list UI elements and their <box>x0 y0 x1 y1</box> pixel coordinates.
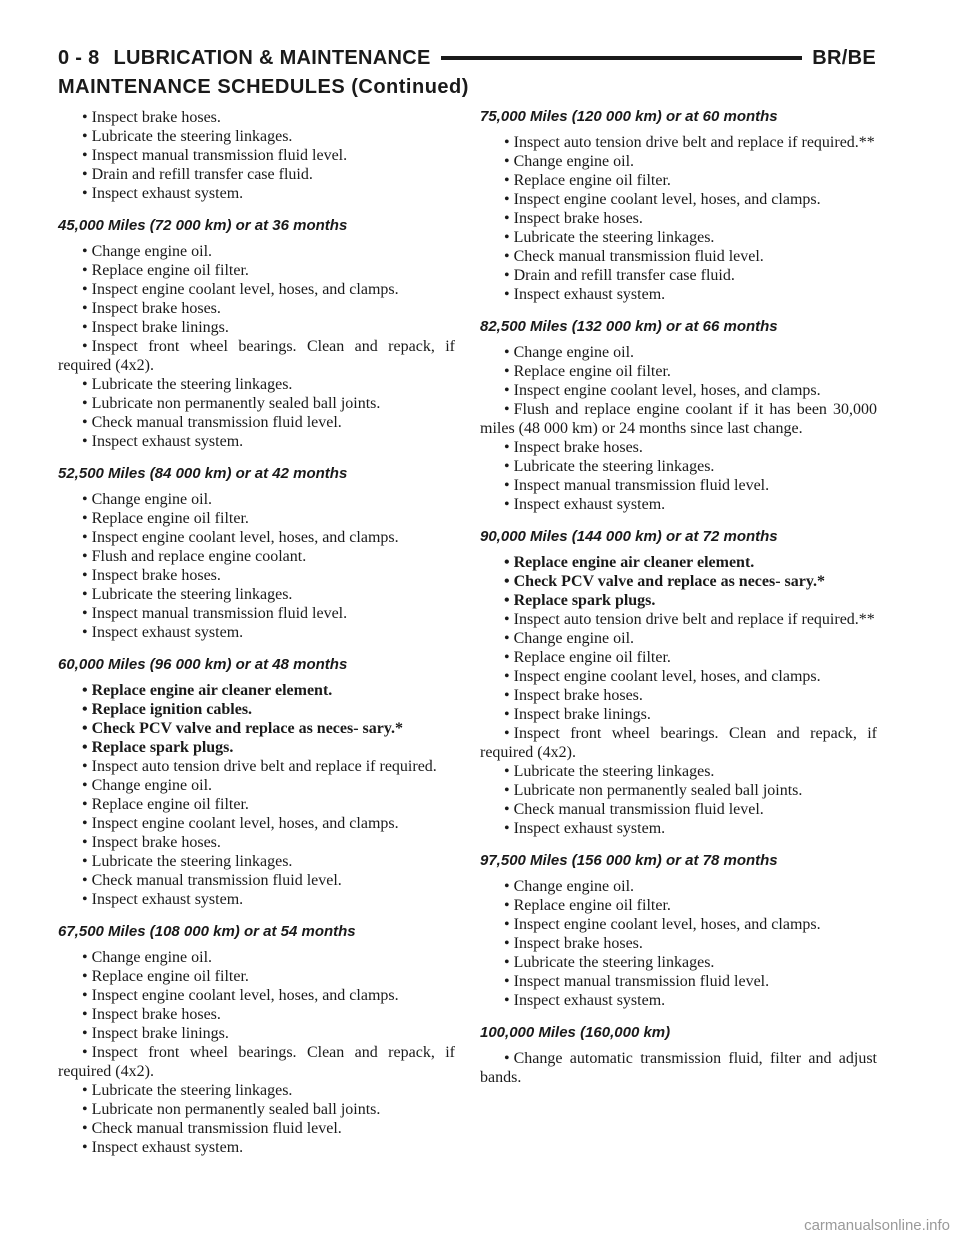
maintenance-item <box>480 572 877 591</box>
item-text: Lubricate the steering linkages. <box>513 229 715 246</box>
item-text: Replace engine air cleaner element. <box>91 682 333 699</box>
schedule-heading: 67,500 Miles (108 000 km) or at 54 months <box>58 923 356 940</box>
item-text: Inspect front wheel bearings. Clean and repack, if required (4x2). <box>58 1044 455 1080</box>
maintenance-item <box>58 261 455 280</box>
schedule-heading: 75,000 Miles (120 000 km) or at 60 months <box>480 108 778 125</box>
item-text: Inspect exhaust system. <box>91 891 244 908</box>
maintenance-item <box>480 190 877 209</box>
bullet-icon: • <box>504 191 510 208</box>
bullet-icon: • <box>504 763 510 780</box>
item-text: Lubricate non permanently sealed ball joints. <box>513 782 803 799</box>
bullet-icon: • <box>82 262 88 279</box>
maintenance-item <box>58 413 455 432</box>
item-text: Replace ignition cables. <box>91 701 253 718</box>
maintenance-item <box>480 476 877 495</box>
maintenance-item <box>58 490 455 509</box>
maintenance-item <box>480 266 877 285</box>
item-text: Inspect exhaust system. <box>513 286 666 303</box>
bullet-icon: • <box>82 1006 88 1023</box>
bullet-icon: • <box>82 891 88 908</box>
bullet-icon: • <box>82 395 88 412</box>
item-text: Replace spark plugs. <box>513 592 656 609</box>
maintenance-item <box>58 681 455 700</box>
bullet-icon: • <box>82 1044 88 1061</box>
maintenance-item <box>58 623 455 642</box>
bullet-icon: • <box>82 968 88 985</box>
bullet-icon: • <box>504 916 510 933</box>
maintenance-item <box>58 165 455 184</box>
maintenance-item <box>58 700 455 719</box>
item-text: Flush and replace engine coolant. <box>91 548 307 565</box>
bullet-icon: • <box>504 344 510 361</box>
item-text: Inspect brake hoses. <box>91 834 221 851</box>
bullet-icon: • <box>82 949 88 966</box>
maintenance-item <box>480 133 877 152</box>
maintenance-item <box>480 553 877 572</box>
bullet-icon: • <box>82 529 88 546</box>
maintenance-item <box>58 280 455 299</box>
item-text: Check manual transmission fluid level. <box>91 414 342 431</box>
bullet-icon: • <box>504 820 510 837</box>
item-text: Drain and refill transfer case fluid. <box>91 166 313 183</box>
item-text: Inspect brake hoses. <box>513 439 643 456</box>
bullet-icon: • <box>82 796 88 813</box>
maintenance-item <box>58 146 455 165</box>
maintenance-item <box>58 375 455 394</box>
bullet-icon: • <box>504 897 510 914</box>
item-text: Check PCV valve and replace as neces- sary.* <box>91 720 403 737</box>
item-text: Inspect engine coolant level, hoses, and clamps. <box>91 529 399 546</box>
bullet-icon: • <box>504 725 510 742</box>
maintenance-item <box>480 247 877 266</box>
bullet-icon: • <box>82 701 88 718</box>
maintenance-item <box>58 509 455 528</box>
bullet-icon: • <box>82 319 88 336</box>
item-text: Replace spark plugs. <box>91 739 234 756</box>
item-text: Replace engine oil filter. <box>513 897 671 914</box>
bullet-icon: • <box>82 624 88 641</box>
maintenance-item <box>58 1081 455 1100</box>
item-text: Inspect brake hoses. <box>513 687 643 704</box>
bullet-icon: • <box>504 153 510 170</box>
item-text: Inspect brake hoses. <box>91 1006 221 1023</box>
schedule-heading: 97,500 Miles (156 000 km) or at 78 months <box>480 852 778 869</box>
maintenance-item <box>480 438 877 457</box>
maintenance-item <box>480 457 877 476</box>
maintenance-item <box>480 495 877 514</box>
maintenance-item <box>58 776 455 795</box>
maintenance-item <box>58 337 455 375</box>
page-header <box>58 46 876 70</box>
maintenance-item <box>58 986 455 1005</box>
maintenance-item <box>480 610 877 629</box>
item-text: Change engine oil. <box>91 777 213 794</box>
bullet-icon: • <box>504 439 510 456</box>
bullet-icon: • <box>504 706 510 723</box>
item-text: Replace engine oil filter. <box>91 796 249 813</box>
item-text: Change engine oil. <box>91 491 213 508</box>
bullet-icon: • <box>82 853 88 870</box>
item-text: Inspect manual transmission fluid level. <box>513 973 770 990</box>
schedule-heading: 82,500 Miles (132 000 km) or at 66 months <box>480 318 778 335</box>
item-text: Inspect engine coolant level, hoses, and clamps. <box>513 916 821 933</box>
bullet-icon: • <box>504 554 510 571</box>
maintenance-item <box>58 1119 455 1138</box>
item-text: Inspect engine coolant level, hoses, and clamps. <box>91 281 399 298</box>
item-text: Inspect engine coolant level, hoses, and clamps. <box>513 191 821 208</box>
maintenance-item <box>480 915 877 934</box>
bullet-icon: • <box>82 243 88 260</box>
item-text: Inspect engine coolant level, hoses, and clamps. <box>91 987 399 1004</box>
item-text: Replace engine oil filter. <box>513 649 671 666</box>
item-text: Inspect exhaust system. <box>513 496 666 513</box>
item-text: Inspect brake linings. <box>513 706 651 723</box>
item-text: Inspect brake linings. <box>91 1025 229 1042</box>
bullet-icon: • <box>82 166 88 183</box>
maintenance-item <box>480 1049 877 1087</box>
maintenance-item <box>58 890 455 909</box>
maintenance-item <box>480 991 877 1010</box>
item-text: Inspect brake linings. <box>91 319 229 336</box>
maintenance-item <box>480 285 877 304</box>
maintenance-item <box>58 604 455 623</box>
maintenance-item <box>480 591 877 610</box>
maintenance-item <box>480 724 877 762</box>
item-text: Lubricate non permanently sealed ball joints. <box>91 395 381 412</box>
bullet-icon: • <box>82 510 88 527</box>
schedule-heading: 90,000 Miles (144 000 km) or at 72 months <box>480 528 778 545</box>
item-text: Change engine oil. <box>91 243 213 260</box>
bullet-icon: • <box>504 477 510 494</box>
maintenance-item <box>58 108 455 127</box>
item-text: Check manual transmission fluid level. <box>513 248 764 265</box>
schedule-heading: 60,000 Miles (96 000 km) or at 48 months <box>58 656 348 673</box>
bullet-icon: • <box>504 649 510 666</box>
bullet-icon: • <box>504 286 510 303</box>
item-text: Inspect manual transmission fluid level. <box>91 605 348 622</box>
item-text: Inspect exhaust system. <box>91 433 244 450</box>
maintenance-item <box>58 795 455 814</box>
bullet-icon: • <box>504 973 510 990</box>
item-text: Inspect engine coolant level, hoses, and clamps. <box>513 382 821 399</box>
item-text: Inspect brake hoses. <box>91 300 221 317</box>
item-text: Inspect exhaust system. <box>513 820 666 837</box>
item-text: Lubricate non permanently sealed ball joints. <box>91 1101 381 1118</box>
bullet-icon: • <box>504 592 510 609</box>
bullet-icon: • <box>504 496 510 513</box>
maintenance-item <box>58 948 455 967</box>
bullet-icon: • <box>82 1082 88 1099</box>
item-text: Inspect brake hoses. <box>91 567 221 584</box>
maintenance-item <box>58 242 455 261</box>
maintenance-item <box>58 833 455 852</box>
bullet-icon: • <box>82 739 88 756</box>
item-text: Change automatic transmission fluid, filter and adjust bands. <box>480 1050 877 1086</box>
bullet-icon: • <box>504 134 510 151</box>
bullet-icon: • <box>82 376 88 393</box>
item-text: Replace engine oil filter. <box>513 363 671 380</box>
item-text: Check manual transmission fluid level. <box>91 1120 342 1137</box>
maintenance-item <box>58 1100 455 1119</box>
item-text: Replace engine oil filter. <box>91 968 249 985</box>
maintenance-item <box>58 1043 455 1081</box>
bullet-icon: • <box>504 668 510 685</box>
bullet-icon: • <box>82 720 88 737</box>
maintenance-item <box>480 705 877 724</box>
bullet-icon: • <box>504 248 510 265</box>
maintenance-item <box>58 547 455 566</box>
bullet-icon: • <box>504 611 510 628</box>
maintenance-item <box>480 781 877 800</box>
item-text: Lubricate the steering linkages. <box>513 458 715 475</box>
bullet-icon: • <box>82 682 88 699</box>
bullet-icon: • <box>82 414 88 431</box>
item-text: Inspect exhaust system. <box>91 624 244 641</box>
maintenance-item <box>58 719 455 738</box>
item-text: Inspect front wheel bearings. Clean and repack, if required (4x2). <box>58 338 455 374</box>
maintenance-item <box>58 318 455 337</box>
bullet-icon: • <box>82 147 88 164</box>
maintenance-item <box>58 1005 455 1024</box>
maintenance-item <box>480 953 877 972</box>
bullet-icon: • <box>504 630 510 647</box>
item-text: Check manual transmission fluid level. <box>513 801 764 818</box>
bullet-icon: • <box>504 401 510 418</box>
item-text: Change engine oil. <box>513 153 635 170</box>
maintenance-item <box>58 528 455 547</box>
bullet-icon: • <box>504 172 510 189</box>
bullet-icon: • <box>82 338 88 355</box>
maintenance-item <box>480 400 877 438</box>
maintenance-item <box>58 871 455 890</box>
maintenance-item <box>58 738 455 757</box>
item-text: Lubricate the steering linkages. <box>513 954 715 971</box>
item-text: Flush and replace engine coolant if it has been 30,000 miles (48 000 km) or 24 months since last change. <box>480 401 877 437</box>
bullet-icon: • <box>504 954 510 971</box>
bullet-icon: • <box>82 567 88 584</box>
maintenance-item <box>58 852 455 871</box>
item-text: Change engine oil. <box>513 878 635 895</box>
item-text: Change engine oil. <box>91 949 213 966</box>
watermark: carmanualsonline.info <box>804 1217 950 1234</box>
bullet-icon: • <box>82 987 88 1004</box>
maintenance-item <box>480 686 877 705</box>
maintenance-item <box>480 629 877 648</box>
item-text: Lubricate the steering linkages. <box>91 586 293 603</box>
bullet-icon: • <box>82 834 88 851</box>
item-text: Lubricate the steering linkages. <box>91 853 293 870</box>
maintenance-item <box>58 432 455 451</box>
maintenance-item <box>480 209 877 228</box>
maintenance-item <box>58 1024 455 1043</box>
maintenance-item <box>480 972 877 991</box>
maintenance-item <box>58 299 455 318</box>
maintenance-item <box>480 800 877 819</box>
schedule-heading: 45,000 Miles (72 000 km) or at 36 months <box>58 217 348 234</box>
bullet-icon: • <box>82 185 88 202</box>
bullet-icon: • <box>82 281 88 298</box>
bullet-icon: • <box>504 573 510 590</box>
bullet-icon: • <box>504 801 510 818</box>
item-text: Inspect auto tension drive belt and replace if required. <box>91 758 437 775</box>
item-text: Inspect manual transmission fluid level. <box>91 147 348 164</box>
page-number: 0 - 8 <box>58 46 100 69</box>
item-text: Inspect exhaust system. <box>91 185 244 202</box>
bullet-icon: • <box>504 458 510 475</box>
item-text: Inspect auto tension drive belt and replace if required.** <box>513 611 875 628</box>
item-text: Inspect auto tension drive belt and replace if required.** <box>513 134 875 151</box>
item-text: Replace engine air cleaner element. <box>513 554 755 571</box>
maintenance-item <box>58 585 455 604</box>
bullet-icon: • <box>82 109 88 126</box>
right-column <box>480 108 877 1087</box>
bullet-icon: • <box>82 1101 88 1118</box>
bullet-icon: • <box>82 1139 88 1156</box>
maintenance-item <box>58 814 455 833</box>
bullet-icon: • <box>82 586 88 603</box>
item-text: Drain and refill transfer case fluid. <box>513 267 735 284</box>
maintenance-item <box>480 362 877 381</box>
maintenance-item <box>480 896 877 915</box>
maintenance-item <box>480 152 877 171</box>
maintenance-item <box>480 228 877 247</box>
model-code: BR/BE <box>812 46 876 69</box>
item-text: Inspect engine coolant level, hoses, and clamps. <box>91 815 399 832</box>
schedule-heading: 52,500 Miles (84 000 km) or at 42 months <box>58 465 348 482</box>
maintenance-item <box>480 648 877 667</box>
bullet-icon: • <box>504 1050 510 1067</box>
item-text: Replace engine oil filter. <box>91 262 249 279</box>
section-title: LUBRICATION & MAINTENANCE <box>113 46 431 69</box>
maintenance-item <box>480 667 877 686</box>
bullet-icon: • <box>82 1025 88 1042</box>
maintenance-item <box>58 184 455 203</box>
maintenance-item <box>480 877 877 896</box>
item-text: Inspect brake hoses. <box>91 109 221 126</box>
bullet-icon: • <box>504 878 510 895</box>
maintenance-item <box>480 934 877 953</box>
bullet-icon: • <box>82 128 88 145</box>
item-text: Lubricate the steering linkages. <box>513 763 715 780</box>
item-text: Inspect front wheel bearings. Clean and repack, if required (4x2). <box>480 725 877 761</box>
maintenance-item <box>58 967 455 986</box>
maintenance-item <box>58 1138 455 1157</box>
bullet-icon: • <box>82 815 88 832</box>
bullet-icon: • <box>504 992 510 1009</box>
bullet-icon: • <box>504 229 510 246</box>
bullet-icon: • <box>82 1120 88 1137</box>
maintenance-item <box>58 127 455 146</box>
bullet-icon: • <box>504 782 510 799</box>
item-text: Lubricate the steering linkages. <box>91 376 293 393</box>
item-text: Replace engine oil filter. <box>513 172 671 189</box>
bullet-icon: • <box>504 210 510 227</box>
bullet-icon: • <box>504 267 510 284</box>
item-text: Inspect exhaust system. <box>91 1139 244 1156</box>
bullet-icon: • <box>82 433 88 450</box>
left-column <box>58 108 455 1157</box>
maintenance-item <box>480 171 877 190</box>
schedule-heading: 100,000 Miles (160,000 km) <box>480 1024 671 1041</box>
maintenance-item <box>58 757 455 776</box>
bullet-icon: • <box>82 758 88 775</box>
maintenance-item <box>480 819 877 838</box>
bullet-icon: • <box>504 687 510 704</box>
item-text: Change engine oil. <box>513 630 635 647</box>
item-text: Check manual transmission fluid level. <box>91 872 342 889</box>
maintenance-item <box>480 762 877 781</box>
header-rule <box>441 56 803 60</box>
bullet-icon: • <box>504 935 510 952</box>
item-text: Inspect brake hoses. <box>513 210 643 227</box>
item-text: Check PCV valve and replace as neces- sary.* <box>513 573 825 590</box>
bullet-icon: • <box>82 872 88 889</box>
maintenance-item <box>58 566 455 585</box>
bullet-icon: • <box>82 548 88 565</box>
item-text: Replace engine oil filter. <box>91 510 249 527</box>
bullet-icon: • <box>82 300 88 317</box>
maintenance-item <box>480 343 877 362</box>
page-subheader: MAINTENANCE SCHEDULES (Continued) <box>58 76 469 98</box>
bullet-icon: • <box>82 605 88 622</box>
bullet-icon: • <box>82 491 88 508</box>
maintenance-item <box>480 381 877 400</box>
item-text: Inspect brake hoses. <box>513 935 643 952</box>
bullet-icon: • <box>82 777 88 794</box>
bullet-icon: • <box>504 382 510 399</box>
item-text: Change engine oil. <box>513 344 635 361</box>
item-text: Inspect engine coolant level, hoses, and clamps. <box>513 668 821 685</box>
item-text: Inspect exhaust system. <box>513 992 666 1009</box>
bullet-icon: • <box>504 363 510 380</box>
item-text: Inspect manual transmission fluid level. <box>513 477 770 494</box>
item-text: Lubricate the steering linkages. <box>91 1082 293 1099</box>
maintenance-item <box>58 394 455 413</box>
item-text: Lubricate the steering linkages. <box>91 128 293 145</box>
